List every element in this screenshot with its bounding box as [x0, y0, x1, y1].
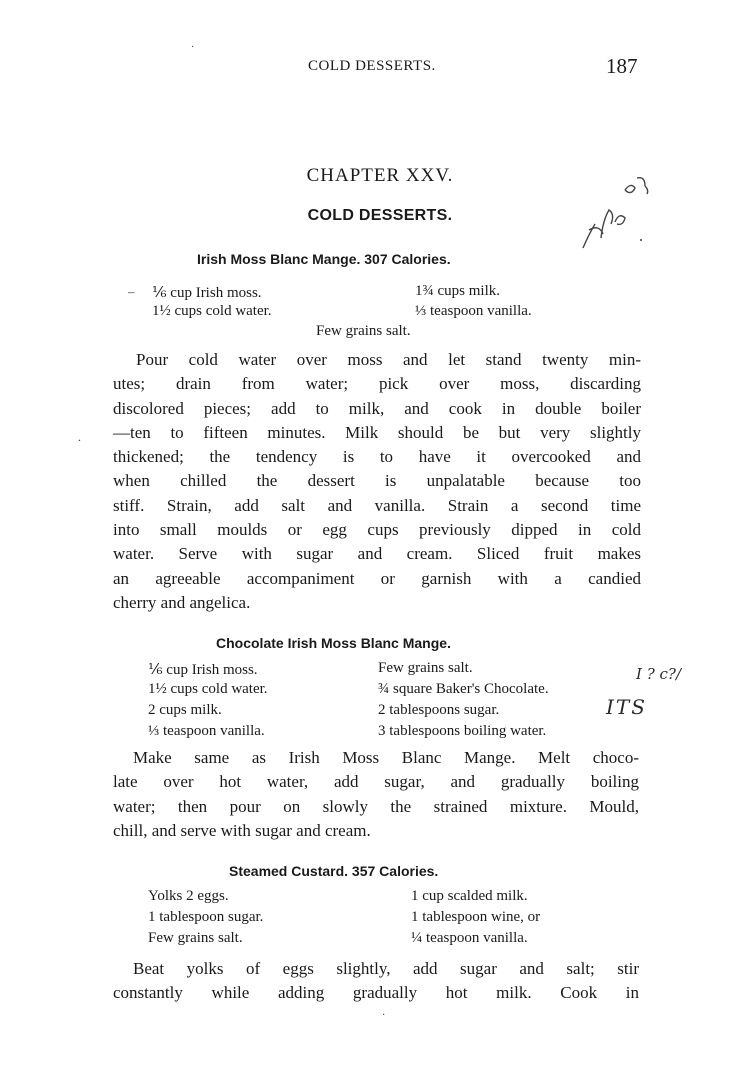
- text-line: thickened; the tendency is to have it overcooked and: [113, 447, 641, 467]
- text-line: into small moulds or egg cups previously dipped in cold: [113, 520, 641, 540]
- text-line: chill, and serve with sugar and cream.: [113, 820, 371, 840]
- text-line: water; then pour on slowly the strained mixture. Mould,: [113, 796, 639, 816]
- text-line: an agreeable accompaniment or garnish with a candied: [113, 568, 641, 588]
- ingredient: 1 tablespoon wine, or: [411, 909, 541, 925]
- ingredient: ¾ square Baker's Chocolate.: [378, 681, 549, 697]
- ingredient: ⅙ cup Irish moss.: [148, 662, 258, 678]
- ingredient: 1¾ cups milk.: [415, 283, 500, 299]
- paragraph: [113, 746, 639, 843]
- text-line: utes; drain from water; pick over moss, discarding: [113, 374, 641, 394]
- page-number: 187: [606, 54, 638, 78]
- text-line: constantly while adding gradually hot milk. Cook in: [113, 983, 639, 1003]
- handwritten-scribble: [575, 168, 665, 258]
- paragraph: [113, 348, 641, 615]
- ingredient: 1½ cups cold water.: [152, 303, 272, 319]
- text-line: cherry and angelica.: [113, 592, 251, 612]
- ingredient: 1 tablespoon sugar.: [148, 909, 264, 925]
- text-line: late over hot water, add sugar, and gradually boiling: [113, 772, 639, 792]
- ingredient: ⅓ teaspoon vanilla.: [415, 303, 532, 319]
- ingredient: 2 cups milk.: [148, 702, 222, 718]
- text-line: —ten to fifteen minutes. Milk should be but very slightly: [113, 422, 641, 442]
- ingredient: ⅙ cup Irish moss.: [152, 285, 262, 301]
- ingredient: ¼ teaspoon vanilla.: [411, 930, 528, 946]
- margin-tick: –: [128, 284, 135, 299]
- ingredient: ⅓ teaspoon vanilla.: [148, 723, 265, 739]
- stray-mark: ·: [191, 42, 195, 53]
- ingredient: 1 cup scalded milk.: [411, 888, 528, 904]
- text-line: discolored pieces; add to milk, and cook in double boiler: [113, 398, 641, 418]
- ingredient: Yolks 2 eggs.: [148, 888, 229, 904]
- text-line: stiff. Strain, add salt and vanilla. Strain a second time: [113, 495, 641, 515]
- margin-dot: .: [78, 430, 81, 444]
- text-line: when chilled the dessert is unpalatable because too: [113, 471, 641, 491]
- ingredient: 3 tablespoons boiling water.: [378, 723, 547, 739]
- stray-mark: ·: [382, 1010, 386, 1021]
- ingredient: Few grains salt.: [378, 660, 473, 676]
- text-line: Make same as Irish Moss Blanc Mange. Melt choco-: [133, 748, 639, 767]
- ingredient: 1½ cups cold water.: [148, 681, 268, 697]
- handwritten-note: I ? c?/: [636, 665, 681, 683]
- paragraph: [113, 957, 639, 1006]
- text-line: water. Serve with sugar and cream. Sliced fruit makes: [113, 544, 641, 564]
- running-title: COLD DESSERTS.: [308, 58, 436, 74]
- text-line: Beat yolks of eggs slightly, add sugar and salt; stir: [133, 959, 639, 978]
- ingredient: 2 tablespoons sugar.: [378, 702, 500, 718]
- chapter-heading: CHAPTER XXV.: [306, 165, 454, 186]
- recipe-title: Steamed Custard. 357 Calories.: [229, 863, 439, 879]
- ingredient: Few grains salt.: [316, 323, 411, 339]
- section-heading: COLD DESSERTS.: [307, 207, 453, 224]
- handwritten-note: ITS: [606, 695, 647, 719]
- text-line: Pour cold water over moss and let stand twenty min-: [136, 350, 641, 369]
- ingredient: Few grains salt.: [148, 930, 243, 946]
- recipe-title: Irish Moss Blanc Mange. 307 Calories.: [197, 251, 451, 267]
- recipe-title: Chocolate Irish Moss Blanc Mange.: [216, 635, 451, 651]
